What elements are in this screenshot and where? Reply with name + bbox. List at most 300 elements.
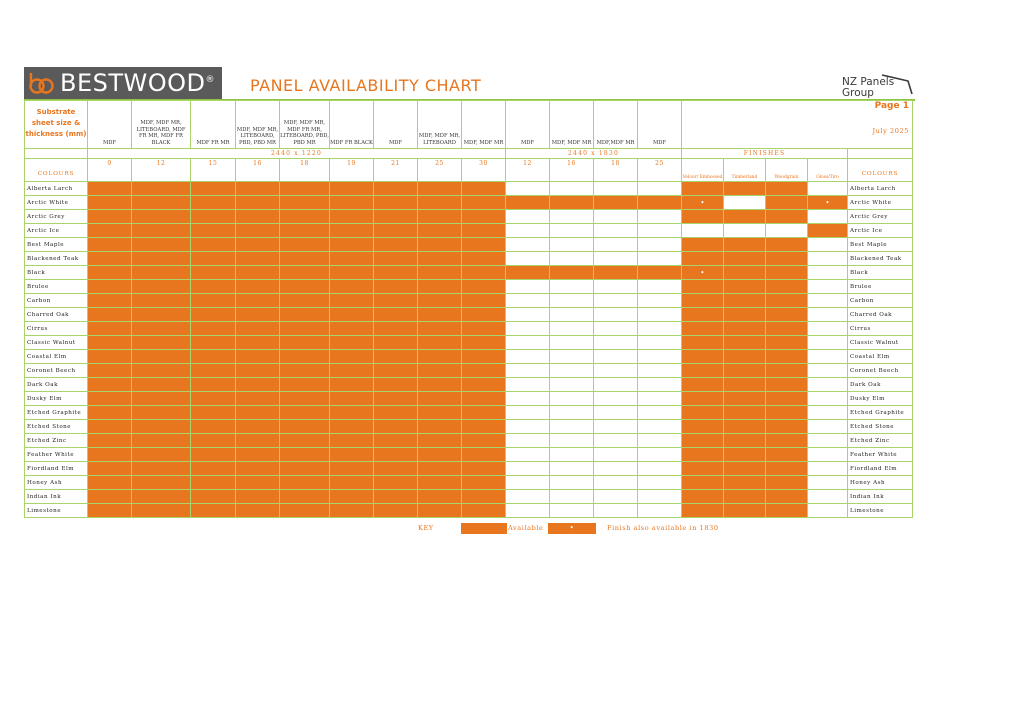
finish-empty-cell bbox=[808, 238, 848, 252]
finish-available-cell bbox=[766, 364, 808, 378]
empty-cell bbox=[550, 462, 594, 476]
available-cell bbox=[236, 238, 280, 252]
available-cell bbox=[280, 182, 330, 196]
finish-available-cell bbox=[766, 238, 808, 252]
available-cell bbox=[330, 378, 374, 392]
available-cell bbox=[88, 210, 132, 224]
available-cell bbox=[236, 224, 280, 238]
available-cell bbox=[191, 392, 236, 406]
available-cell bbox=[132, 280, 191, 294]
available-cell bbox=[280, 210, 330, 224]
available-cell bbox=[132, 308, 191, 322]
available-cell bbox=[88, 322, 132, 336]
available-cell bbox=[280, 364, 330, 378]
available-cell bbox=[191, 504, 236, 518]
available-cell bbox=[462, 364, 506, 378]
thickness-cell: 18 bbox=[280, 159, 330, 182]
available-cell bbox=[418, 476, 462, 490]
colour-row bbox=[25, 224, 913, 238]
empty-cell bbox=[594, 434, 638, 448]
empty-cell bbox=[550, 378, 594, 392]
finishes-header: FINISHES bbox=[682, 149, 848, 159]
empty-cell bbox=[594, 364, 638, 378]
substrate-cell: MDF, MDF MR, LITEBOARD, PBD, PBD MR bbox=[236, 101, 280, 149]
nz-panels-swoosh-icon bbox=[872, 72, 916, 102]
available-cell bbox=[236, 210, 280, 224]
empty-cell bbox=[594, 448, 638, 462]
finish-empty-cell bbox=[808, 308, 848, 322]
available-cell bbox=[374, 322, 418, 336]
available-cell bbox=[330, 266, 374, 280]
colour-row bbox=[25, 434, 913, 448]
colour-name-right: Alberta Larch bbox=[848, 182, 913, 196]
available-cell bbox=[462, 378, 506, 392]
finish-empty-cell bbox=[808, 434, 848, 448]
colour-name-right: Limestone bbox=[848, 504, 913, 518]
colour-row bbox=[25, 280, 913, 294]
available-cell bbox=[462, 350, 506, 364]
empty-cell bbox=[638, 210, 682, 224]
available-cell bbox=[506, 196, 550, 210]
colour-row bbox=[25, 490, 913, 504]
colour-name: Black bbox=[25, 266, 88, 280]
empty-cell bbox=[506, 280, 550, 294]
available-cell bbox=[88, 406, 132, 420]
colours-header-right: COLOURS bbox=[848, 159, 913, 182]
thickness-cell: 21 bbox=[374, 159, 418, 182]
finish-available-cell bbox=[766, 252, 808, 266]
finish-available-cell bbox=[682, 378, 724, 392]
colour-row bbox=[25, 350, 913, 364]
colour-name: Cirrus bbox=[25, 322, 88, 336]
empty-cell bbox=[506, 308, 550, 322]
available-cell bbox=[418, 448, 462, 462]
page-number: Page 1 bbox=[874, 101, 909, 111]
available-cell bbox=[132, 448, 191, 462]
empty-cell bbox=[550, 392, 594, 406]
available-cell bbox=[236, 266, 280, 280]
colour-row bbox=[25, 238, 913, 252]
available-cell bbox=[191, 350, 236, 364]
substrate-cell: MDF FR MR bbox=[191, 101, 236, 149]
colour-name-right: Cirrus bbox=[848, 322, 913, 336]
finish-available-cell bbox=[724, 238, 766, 252]
colour-name: Dusky Elm bbox=[25, 392, 88, 406]
colour-row bbox=[25, 182, 913, 196]
available-cell bbox=[236, 392, 280, 406]
colour-row bbox=[25, 420, 913, 434]
finish-available-cell bbox=[682, 252, 724, 266]
available-cell bbox=[418, 336, 462, 350]
substrate-cell: MDF FR BLACK bbox=[330, 101, 374, 149]
available-cell bbox=[462, 490, 506, 504]
available-cell bbox=[374, 308, 418, 322]
available-cell bbox=[236, 378, 280, 392]
available-cell bbox=[132, 336, 191, 350]
substrate-cell: MDF, MDF MR, MDF FR MR, LITEBOARD, PBD, PBD MR bbox=[280, 101, 330, 149]
empty-cell bbox=[550, 504, 594, 518]
finish-available-cell bbox=[766, 266, 808, 280]
finish-empty-cell bbox=[808, 462, 848, 476]
available-cell bbox=[330, 392, 374, 406]
available-cell bbox=[88, 392, 132, 406]
empty-cell bbox=[550, 308, 594, 322]
colour-name-right: Etched Zinc bbox=[848, 434, 913, 448]
empty-cell bbox=[506, 252, 550, 266]
colour-row bbox=[25, 266, 913, 280]
colour-name-right: Etched Stone bbox=[848, 420, 913, 434]
available-cell bbox=[88, 182, 132, 196]
colour-name: Alberta Larch bbox=[25, 182, 88, 196]
colour-name-right: Etched Graphite bbox=[848, 406, 913, 420]
finish-available-cell bbox=[766, 210, 808, 224]
colour-name: Honey Ash bbox=[25, 476, 88, 490]
empty-cell bbox=[594, 252, 638, 266]
empty-cell bbox=[506, 406, 550, 420]
finish-available-cell bbox=[724, 252, 766, 266]
colour-name: Coronet Beech bbox=[25, 364, 88, 378]
empty-cell bbox=[594, 420, 638, 434]
empty-cell bbox=[506, 238, 550, 252]
available-cell bbox=[330, 448, 374, 462]
thickness-cell: 12 bbox=[132, 159, 191, 182]
finish-empty-cell bbox=[808, 490, 848, 504]
page-title: PANEL AVAILABILITY CHART bbox=[250, 76, 482, 95]
empty-cell bbox=[638, 476, 682, 490]
empty-cell bbox=[506, 182, 550, 196]
available-cell bbox=[374, 280, 418, 294]
available-cell bbox=[236, 196, 280, 210]
colour-row bbox=[25, 210, 913, 224]
finish-available-cell bbox=[808, 224, 848, 238]
colour-name: Arctic Grey bbox=[25, 210, 88, 224]
available-cell bbox=[418, 196, 462, 210]
finish-available-cell bbox=[766, 448, 808, 462]
finish-available-cell bbox=[766, 182, 808, 196]
available-cell bbox=[374, 252, 418, 266]
empty-cell bbox=[550, 182, 594, 196]
available-cell bbox=[374, 420, 418, 434]
empty-cell bbox=[594, 462, 638, 476]
available-cell bbox=[280, 420, 330, 434]
colour-name-right: Dark Oak bbox=[848, 378, 913, 392]
available-cell bbox=[418, 378, 462, 392]
nz-panels-group-logo: NZ Panels Group bbox=[842, 72, 916, 102]
available-cell bbox=[330, 406, 374, 420]
substrate-cell: MDF,MDF MR bbox=[594, 101, 638, 149]
available-cell bbox=[462, 336, 506, 350]
available-cell bbox=[236, 448, 280, 462]
available-cell bbox=[191, 252, 236, 266]
available-cell bbox=[462, 308, 506, 322]
empty-cell bbox=[638, 378, 682, 392]
available-cell bbox=[330, 434, 374, 448]
colour-name-right: Coastal Elm bbox=[848, 350, 913, 364]
colour-name-right: Black bbox=[848, 266, 913, 280]
finish-available-cell bbox=[766, 420, 808, 434]
available-cell bbox=[191, 336, 236, 350]
available-cell bbox=[462, 210, 506, 224]
empty-cell bbox=[506, 364, 550, 378]
empty-cell bbox=[638, 252, 682, 266]
available-cell bbox=[236, 182, 280, 196]
finish-available-cell bbox=[766, 434, 808, 448]
colour-name: Dark Oak bbox=[25, 378, 88, 392]
substrate-cell: MDF bbox=[374, 101, 418, 149]
finish-available-cell bbox=[682, 392, 724, 406]
available-cell bbox=[330, 504, 374, 518]
colour-name-right: Arctic Ice bbox=[848, 224, 913, 238]
available-cell bbox=[462, 238, 506, 252]
available-cell bbox=[330, 476, 374, 490]
available-cell bbox=[330, 420, 374, 434]
colour-name: Best Maple bbox=[25, 238, 88, 252]
empty-cell bbox=[506, 350, 550, 364]
available-cell bbox=[280, 378, 330, 392]
available-cell bbox=[418, 350, 462, 364]
available-cell bbox=[191, 224, 236, 238]
empty-cell bbox=[550, 294, 594, 308]
bestwood-logo bbox=[24, 67, 222, 99]
available-cell bbox=[374, 238, 418, 252]
bestwood-logo-icon bbox=[24, 67, 58, 99]
colour-row bbox=[25, 252, 913, 266]
empty-cell bbox=[550, 420, 594, 434]
empty-cell bbox=[550, 238, 594, 252]
finish-empty-cell bbox=[808, 294, 848, 308]
available-cell bbox=[191, 448, 236, 462]
colour-name: Charred Oak bbox=[25, 308, 88, 322]
colour-name-right: Arctic Grey bbox=[848, 210, 913, 224]
available-cell bbox=[506, 266, 550, 280]
available-cell bbox=[418, 420, 462, 434]
available-cell bbox=[191, 238, 236, 252]
empty-cell bbox=[638, 490, 682, 504]
available-cell bbox=[462, 280, 506, 294]
available-cell bbox=[236, 476, 280, 490]
available-cell bbox=[330, 322, 374, 336]
empty-cell bbox=[638, 336, 682, 350]
key-1830-label: Finish also available in 1830 bbox=[607, 524, 719, 532]
empty-cell bbox=[550, 350, 594, 364]
finish-empty-cell bbox=[808, 350, 848, 364]
available-cell bbox=[191, 406, 236, 420]
empty-cell bbox=[550, 476, 594, 490]
available-cell bbox=[191, 294, 236, 308]
available-cell bbox=[132, 294, 191, 308]
finish-empty-cell bbox=[808, 336, 848, 350]
available-cell bbox=[374, 476, 418, 490]
empty-cell bbox=[550, 364, 594, 378]
available-cell bbox=[236, 490, 280, 504]
colour-name: Arctic Ice bbox=[25, 224, 88, 238]
colour-row bbox=[25, 476, 913, 490]
available-cell bbox=[330, 210, 374, 224]
empty-cell bbox=[506, 378, 550, 392]
availability-table bbox=[24, 100, 913, 518]
finish-available-cell bbox=[766, 406, 808, 420]
empty-cell bbox=[594, 490, 638, 504]
finish-available-cell bbox=[724, 280, 766, 294]
finish-available-cell bbox=[724, 266, 766, 280]
finish-available-cell bbox=[724, 476, 766, 490]
finish-available-cell bbox=[724, 434, 766, 448]
available-cell bbox=[374, 378, 418, 392]
empty-cell bbox=[550, 322, 594, 336]
finish-header: Velour/ Embossed bbox=[682, 159, 724, 182]
size-2440x1220: 2440 x 1220 bbox=[88, 149, 506, 159]
empty-cell bbox=[594, 308, 638, 322]
finish-available-cell bbox=[724, 364, 766, 378]
available-cell bbox=[236, 308, 280, 322]
colour-name: Carbon bbox=[25, 294, 88, 308]
available-cell bbox=[132, 462, 191, 476]
finish-available-cell bbox=[682, 476, 724, 490]
empty-cell bbox=[638, 434, 682, 448]
finish-available-cell bbox=[724, 448, 766, 462]
available-cell bbox=[280, 476, 330, 490]
finish-available-cell bbox=[724, 420, 766, 434]
available-cell bbox=[88, 504, 132, 518]
finish-available-cell bbox=[682, 434, 724, 448]
available-cell bbox=[374, 210, 418, 224]
colour-row bbox=[25, 196, 913, 210]
available-cell bbox=[418, 266, 462, 280]
empty-cell bbox=[594, 378, 638, 392]
finish-header: Timberland bbox=[724, 159, 766, 182]
finish-empty-cell bbox=[808, 406, 848, 420]
colour-name-right: Honey Ash bbox=[848, 476, 913, 490]
finish-available-cell bbox=[724, 210, 766, 224]
available-cell bbox=[418, 322, 462, 336]
available-cell bbox=[132, 350, 191, 364]
key-label: KEY bbox=[418, 524, 434, 532]
available-cell bbox=[132, 196, 191, 210]
colour-name: Feather White bbox=[25, 448, 88, 462]
available-cell bbox=[280, 280, 330, 294]
finish-empty-cell bbox=[808, 252, 848, 266]
empty-cell bbox=[638, 224, 682, 238]
colour-row bbox=[25, 378, 913, 392]
empty-cell bbox=[638, 322, 682, 336]
available-cell bbox=[374, 350, 418, 364]
available-cell bbox=[462, 420, 506, 434]
finish-available-cell bbox=[724, 490, 766, 504]
available-cell bbox=[88, 462, 132, 476]
finish-empty-cell bbox=[724, 196, 766, 210]
available-cell bbox=[236, 462, 280, 476]
available-cell bbox=[550, 196, 594, 210]
empty-cell bbox=[506, 490, 550, 504]
available-cell bbox=[191, 182, 236, 196]
available-cell bbox=[132, 378, 191, 392]
available-cell bbox=[191, 280, 236, 294]
empty-cell bbox=[506, 434, 550, 448]
finish-empty-cell bbox=[808, 392, 848, 406]
available-cell bbox=[374, 224, 418, 238]
available-cell bbox=[418, 308, 462, 322]
empty-cell bbox=[638, 182, 682, 196]
available-cell bbox=[418, 434, 462, 448]
legend-key bbox=[0, 522, 1024, 536]
available-cell bbox=[191, 420, 236, 434]
finish-available-cell bbox=[766, 392, 808, 406]
colour-name-right: Blackened Teak bbox=[848, 252, 913, 266]
available-cell bbox=[280, 308, 330, 322]
colour-name: Limestone bbox=[25, 504, 88, 518]
empty-cell bbox=[506, 476, 550, 490]
colour-name-right: Dusky Elm bbox=[848, 392, 913, 406]
available-cell bbox=[236, 420, 280, 434]
available-cell bbox=[132, 224, 191, 238]
available-cell bbox=[236, 406, 280, 420]
available-cell bbox=[88, 490, 132, 504]
available-cell bbox=[132, 504, 191, 518]
available-cell bbox=[132, 476, 191, 490]
available-cell bbox=[280, 392, 330, 406]
finish-available-cell bbox=[724, 406, 766, 420]
colour-row bbox=[25, 406, 913, 420]
available-cell bbox=[88, 434, 132, 448]
colour-name-right: Fiordland Elm bbox=[848, 462, 913, 476]
colour-row bbox=[25, 322, 913, 336]
empty-cell bbox=[550, 252, 594, 266]
substrate-label-line: Substrate bbox=[36, 108, 76, 116]
available-cell bbox=[88, 224, 132, 238]
available-cell bbox=[280, 252, 330, 266]
available-cell bbox=[88, 252, 132, 266]
substrate-label-line: thickness (mm) bbox=[25, 130, 87, 138]
thickness-cell: 25 bbox=[418, 159, 462, 182]
key-available-swatch bbox=[461, 523, 507, 534]
finish-available-cell bbox=[766, 322, 808, 336]
available-cell bbox=[374, 196, 418, 210]
available-cell bbox=[418, 294, 462, 308]
finish-available-cell bbox=[766, 280, 808, 294]
available-cell bbox=[418, 238, 462, 252]
empty-cell bbox=[550, 406, 594, 420]
empty-cell bbox=[506, 392, 550, 406]
substrate-cell: MDF bbox=[506, 101, 550, 149]
finish-1830-dot: • bbox=[808, 196, 848, 210]
empty-cell bbox=[506, 420, 550, 434]
available-cell bbox=[191, 462, 236, 476]
available-cell bbox=[638, 266, 682, 280]
available-cell bbox=[330, 364, 374, 378]
colour-name-right: Arctic White bbox=[848, 196, 913, 210]
available-cell bbox=[374, 490, 418, 504]
empty-cell bbox=[594, 392, 638, 406]
available-cell bbox=[280, 294, 330, 308]
empty-cell bbox=[506, 504, 550, 518]
empty-cell bbox=[594, 238, 638, 252]
finish-available-cell bbox=[682, 336, 724, 350]
finish-available-cell bbox=[766, 350, 808, 364]
finish-available-cell bbox=[682, 238, 724, 252]
available-cell bbox=[330, 224, 374, 238]
finish-available-cell bbox=[766, 308, 808, 322]
finish-available-cell bbox=[766, 378, 808, 392]
available-cell bbox=[418, 392, 462, 406]
colour-row bbox=[25, 448, 913, 462]
empty-cell bbox=[638, 308, 682, 322]
size-spacer bbox=[25, 149, 88, 159]
finish-empty-cell bbox=[808, 364, 848, 378]
finish-empty-cell bbox=[808, 266, 848, 280]
thickness-cell: 15 bbox=[191, 159, 236, 182]
thickness-cell: 19 bbox=[330, 159, 374, 182]
available-cell bbox=[462, 266, 506, 280]
